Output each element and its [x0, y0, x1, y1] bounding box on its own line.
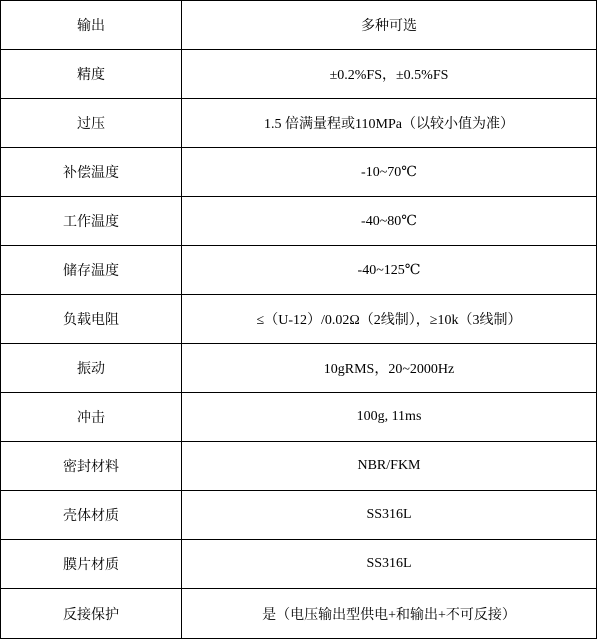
param-label: 储存温度: [1, 246, 182, 295]
spec-table-body: [1, 1, 597, 639]
table-row-overpressure: [1, 99, 597, 148]
table-row-housing-material: [1, 491, 597, 540]
table-row-output: [1, 1, 597, 50]
table-row-load-resistance: [1, 295, 597, 344]
param-label: 振动: [1, 344, 182, 393]
param-value: -40~125℃: [182, 246, 597, 295]
param-label: 膜片材质: [1, 540, 182, 589]
param-value: ≤（U-12）/0.02Ω（2线制），≥10k（3线制）: [182, 295, 597, 344]
param-value: SS316L: [182, 491, 597, 540]
param-label: 负载电阻: [1, 295, 182, 344]
param-label: 冲击: [1, 393, 182, 442]
table-row-diaphragm-material: [1, 540, 597, 589]
param-value: 1.5 倍满量程或110MPa（以较小值为准）: [182, 99, 597, 148]
param-label: 壳体材质: [1, 491, 182, 540]
table-row-storage-temp: [1, 246, 597, 295]
param-value: NBR/FKM: [182, 442, 597, 491]
param-label: 输出: [1, 1, 182, 50]
param-value: 多种可选: [182, 1, 597, 50]
table-row-reverse-protection: [1, 589, 597, 639]
param-value: -40~80℃: [182, 197, 597, 246]
table-row-vibration: [1, 344, 597, 393]
param-label: 反接保护: [1, 589, 182, 639]
param-label: 过压: [1, 99, 182, 148]
param-value: 10gRMS，20~2000Hz: [182, 344, 597, 393]
param-label: 补偿温度: [1, 148, 182, 197]
table-row-shock: [1, 393, 597, 442]
table-row-seal-material: [1, 442, 597, 491]
param-value: SS316L: [182, 540, 597, 589]
param-value: 是（电压输出型供电+和输出+不可反接）: [182, 589, 597, 639]
param-value: ±0.2%FS，±0.5%FS: [182, 50, 597, 99]
param-label: 精度: [1, 50, 182, 99]
table-row-compensation-temp: [1, 148, 597, 197]
table-row-accuracy: [1, 50, 597, 99]
param-label: 密封材料: [1, 442, 182, 491]
param-label: 工作温度: [1, 197, 182, 246]
table-row-operating-temp: [1, 197, 597, 246]
param-value: -10~70℃: [182, 148, 597, 197]
param-value: 100g, 11ms: [182, 393, 597, 442]
